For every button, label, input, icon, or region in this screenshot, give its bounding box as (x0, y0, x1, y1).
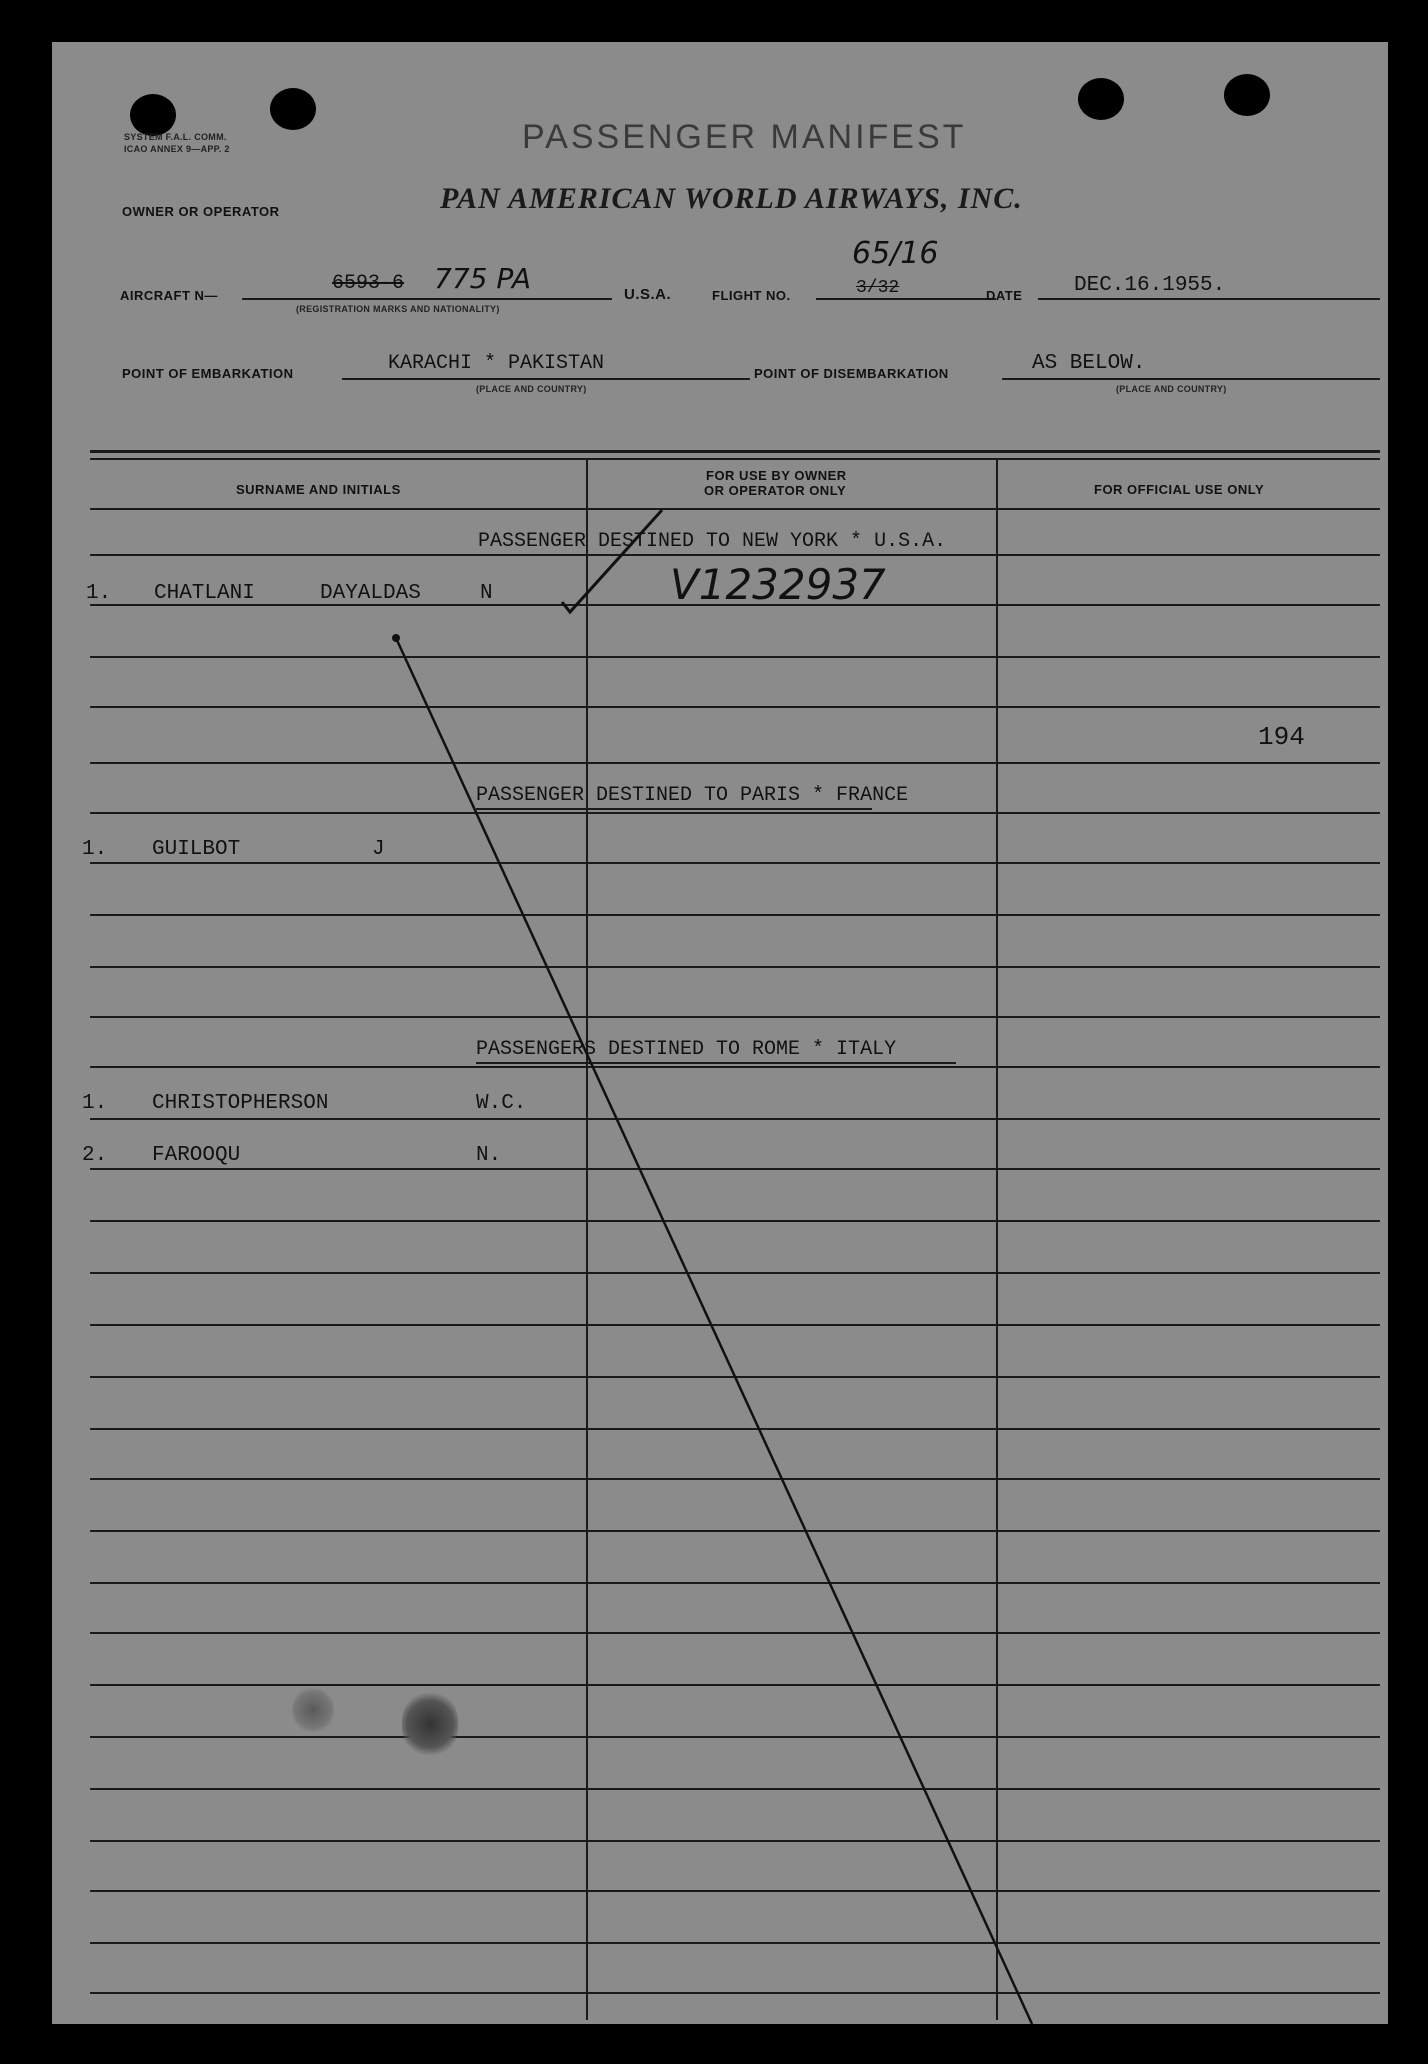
passenger-num: 2. (82, 1144, 108, 1167)
passenger-initial: N (480, 582, 493, 605)
system-ref-line2: ICAO ANNEX 9—APP. 2 (124, 144, 230, 154)
owner-label: OWNER OR OPERATOR (122, 204, 280, 219)
registration-note: (REGISTRATION MARKS AND NATIONALITY) (296, 304, 500, 314)
passenger-surname: CHATLANI (154, 582, 255, 605)
date-value: DEC.16.1955. (1074, 274, 1226, 297)
pencil-marks (52, 42, 1388, 2024)
diagonal-strike-line (396, 638, 1032, 2024)
col-header-official-use: FOR OFFICIAL USE ONLY (1094, 482, 1265, 497)
smudge-mark (292, 1688, 334, 1732)
flight-value: 65/16 (852, 236, 939, 271)
system-ref-line1: SYSTEM F.A.L. COMM. (124, 132, 227, 142)
embark-label: POINT OF EMBARKATION (122, 366, 294, 381)
passenger-num: 1. (82, 1092, 108, 1115)
disembark-value: AS BELOW. (1032, 352, 1146, 375)
passenger-given-name: DAYALDAS (320, 582, 421, 605)
disembark-note: (PLACE AND COUNTRY) (1116, 384, 1227, 394)
official-number: 194 (1258, 722, 1305, 752)
passenger-surname: GUILBOT (152, 838, 241, 861)
passenger-initial: W.C. (476, 1092, 527, 1115)
embark-value: KARACHI * PAKISTAN (388, 352, 605, 375)
aircraft-label: AIRCRAFT N— (120, 288, 218, 303)
passenger-num: 1. (86, 582, 112, 605)
col-header-owner-use-2: OR OPERATOR ONLY (704, 483, 847, 498)
page-title: PASSENGER MANIFEST (522, 118, 967, 156)
flight-struck: 3/32 (856, 278, 900, 298)
smudge-mark (402, 1692, 458, 1756)
passenger-initial: J (372, 838, 385, 861)
col-header-owner-use-1: FOR USE BY OWNER (706, 468, 847, 483)
owner-use-note: V1232937 (670, 560, 886, 609)
flight-label: FLIGHT NO. (712, 288, 791, 303)
aircraft-struck: 6593-6 (332, 272, 405, 295)
airline-name: PAN AMERICAN WORLD AIRWAYS, INC. (440, 182, 1023, 215)
passenger-initial: N. (476, 1144, 502, 1167)
section-heading-rome: PASSENGERS DESTINED TO ROME * ITALY (476, 1038, 897, 1061)
manifest-sheet (52, 42, 1388, 2024)
passenger-num: 1. (82, 838, 108, 861)
check-mark-icon (562, 510, 662, 612)
section-heading-paris: PASSENGER DESTINED TO PARIS * FRANCE (476, 784, 909, 807)
embark-note: (PLACE AND COUNTRY) (476, 384, 587, 394)
aircraft-value: 775 PA (434, 262, 531, 295)
date-label: DATE (986, 288, 1023, 303)
passenger-surname: FAROOQU (152, 1144, 241, 1167)
country-label: U.S.A. (624, 286, 672, 303)
col-header-surname: SURNAME AND INITIALS (236, 482, 401, 497)
passenger-surname: CHRISTOPHERSON (152, 1092, 329, 1115)
disembark-label: POINT OF DISEMBARKATION (754, 366, 949, 381)
section-heading-new-york: PASSENGER DESTINED TO NEW YORK * U.S.A. (478, 530, 947, 553)
